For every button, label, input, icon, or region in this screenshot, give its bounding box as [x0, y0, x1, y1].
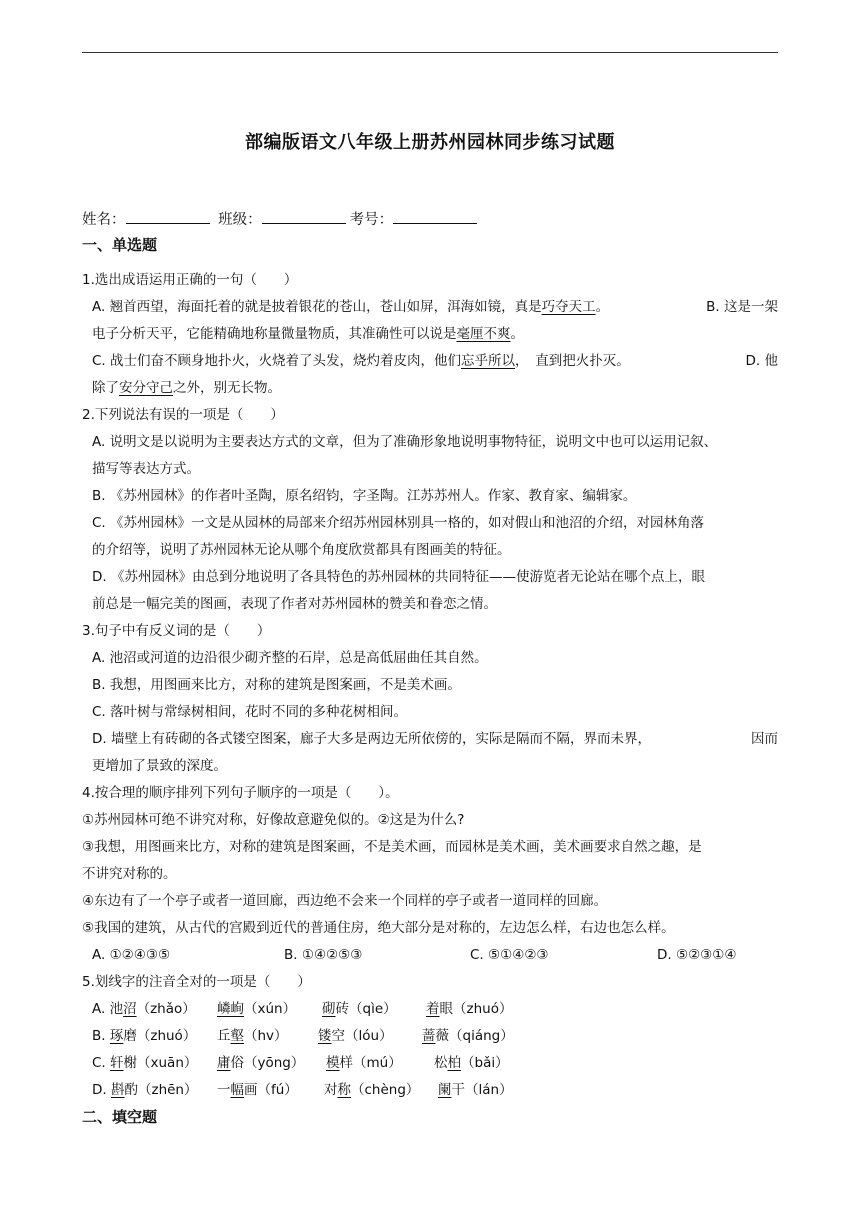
question-5-b-item-4: 蔷薇（qiáng）: [422, 1028, 514, 1044]
question-5-c-item-1: C. 轩榭（xuān）: [92, 1055, 198, 1071]
question-4-option-a: A. ①②④③⑤: [92, 947, 171, 963]
underlined-word: 毫厘不爽: [456, 326, 511, 342]
question-2-stem: 2.下列说法有误的一项是（ ）: [82, 407, 284, 423]
question-2-option-b: B. 《苏州园林》的作者叶圣陶，原名绍钧，字圣陶。江苏苏州人。作家、教育家、编辑家。: [92, 488, 637, 504]
question-4-stem: 4.按合理的顺序排列下列句子顺序的一项是（ ）。: [82, 785, 399, 801]
question-2-option-c-line2: 的介绍等，说明了苏州园林无论从哪个角度欣赏都具有图画美的特征。: [92, 542, 511, 558]
option-c-text: C. 战士们奋不顾身地扑火，火烧着了头发，烧灼着皮肉，他们忘乎所以， 直到把火扑灭。: [92, 353, 630, 369]
question-1-option-b-cont: 电子分析天平，它能精确地称量微量物质，其准确性可以说是毫厘不爽。: [92, 326, 524, 342]
question-2-option-a-line1: A. 说明文是以说明为主要表达方式的文章，但为了准确形象地说明事物特征，说明文中也可以运用记叙、: [92, 434, 718, 450]
top-rule: [82, 52, 778, 53]
underlined-word: 忘乎所以: [461, 353, 516, 369]
question-5-a-item-2: 嶙峋（xún）: [217, 1001, 297, 1017]
question-5-a-item-3: 砌砖（qìe）: [322, 1001, 397, 1017]
question-3-option-c: C. 落叶树与常绿树相间，花时不同的多种花树相间。: [92, 704, 408, 720]
section-heading-fill-blank: 二、填空题: [82, 1108, 158, 1126]
option-d-tail: 因而: [751, 731, 778, 747]
option-b-start: B. 这是一架: [706, 299, 778, 315]
question-5-c-item-2: 庸俗（yōng）: [217, 1055, 305, 1071]
question-4-option-b: B. ①④②⑤③: [284, 947, 363, 963]
question-5-d-item-4: 阑干（lán）: [438, 1082, 513, 1098]
class-blank[interactable]: [262, 209, 346, 224]
option-a-text: A. 翘首西望，海面托着的就是披着银花的苍山，苍山如屏，洱海如镜，真是巧夺天工。: [92, 299, 610, 315]
question-3-option-d-line2: 更增加了景致的深度。: [92, 758, 227, 774]
question-1-option-a-line: [92, 297, 778, 317]
question-5-b-item-1: B. 琢磨（zhuó）: [92, 1028, 197, 1044]
question-5-c-item-4: 松柏（bǎi）: [434, 1055, 509, 1071]
question-1-stem: 1.选出成语运用正确的一句（ ）: [82, 272, 298, 288]
question-4-sentence-3-line1: ③我想，用图画来比方，对称的建筑是图案画，不是美术画，而园林是美术画，美术画要求自然之趣，是: [82, 839, 702, 855]
question-2-option-c-line1: C. 《苏州园林》一文是从园林的局部来介绍苏州园林别具一格的，如对假山和池沼的介绍，对园林角落: [92, 515, 705, 531]
question-5-a-item-4: 着眼（zhuó）: [426, 1001, 513, 1017]
question-1-option-c-line: [92, 351, 778, 371]
question-4-option-c: C. ⑤①④②③: [470, 947, 549, 963]
question-4-option-d: D. ⑤②③①④: [657, 947, 737, 963]
option-d-start: D. 他: [745, 353, 778, 369]
question-5-d-item-2: 一幅画（fú）: [217, 1082, 298, 1098]
underlined-word: 巧夺天工: [541, 299, 596, 315]
exam-label: 考号：: [349, 212, 394, 228]
question-4-sentence-3-line2: 不讲究对称的。: [82, 866, 177, 882]
student-info-line: [82, 208, 481, 229]
section-heading-single-choice: 一、单选题: [82, 236, 158, 254]
question-5-d-item-1: D. 斟酌（zhēn）: [92, 1082, 198, 1098]
exam-blank[interactable]: [393, 209, 477, 224]
question-3-option-d-line1: [92, 729, 778, 749]
option-d-text: D. 墙壁上有砖砌的各式镂空图案，廊子大多是两边无所依傍的，实际是隔而不隔，界而未界，: [92, 731, 651, 747]
question-5-stem: 5.划线字的注音全对的一项是（ ）: [82, 974, 311, 990]
question-5-b-item-3: 镂空（lóu）: [318, 1028, 393, 1044]
question-5-d-item-3: 对称（chèng）: [324, 1082, 420, 1098]
question-5-c-item-3: 模样（mú）: [326, 1055, 402, 1071]
question-5-b-item-2: 丘壑（hv）: [217, 1028, 288, 1044]
question-4-sentence-1-2: ①苏州园林可绝不讲究对称，好像故意避免似的。②这是为什么?: [82, 812, 465, 828]
name-label: 姓名：: [82, 212, 126, 228]
question-2-option-d-line1: D. 《苏州园林》由总到分地说明了各具特色的苏州园林的共同特征——使游览者无论站在哪个点上，眼: [92, 569, 705, 585]
question-4-sentence-5: ⑤我国的建筑，从古代的宫殿到近代的普通住房，绝大部分是对称的，左边怎么样，右边也怎么样。: [82, 920, 675, 936]
question-2-option-a-line2: 描写等表达方式。: [92, 461, 200, 477]
question-5-a-item-1: A. 池沼（zhǎo）: [92, 1001, 196, 1017]
question-2-option-d-line2: 前总是一幅完美的图画，表现了作者对苏州园林的赞美和眷恋之情。: [92, 596, 497, 612]
question-3-option-a: A. 池沼或河道的边沿很少砌齐整的石岸，总是高低屈曲任其自然。: [92, 650, 488, 666]
question-3-option-b: B. 我想，用图画来比方，对称的建筑是图案画，不是美术画。: [92, 677, 461, 693]
question-4-sentence-4: ④东边有了一个亭子或者一道回廊，西边绝不会来一个同样的亭子或者一道同样的回廊。: [82, 893, 608, 909]
class-label: 班级：: [218, 212, 262, 228]
question-1-option-d-cont: 除了安分守己之外，别无长物。: [92, 380, 281, 396]
question-3-stem: 3.句子中有反义词的是（ ）: [82, 623, 271, 639]
underlined-word: 安分守己: [119, 380, 173, 396]
page-title: 部编版语文八年级上册苏州园林同步练习试题: [245, 132, 615, 153]
name-blank[interactable]: [126, 209, 210, 224]
